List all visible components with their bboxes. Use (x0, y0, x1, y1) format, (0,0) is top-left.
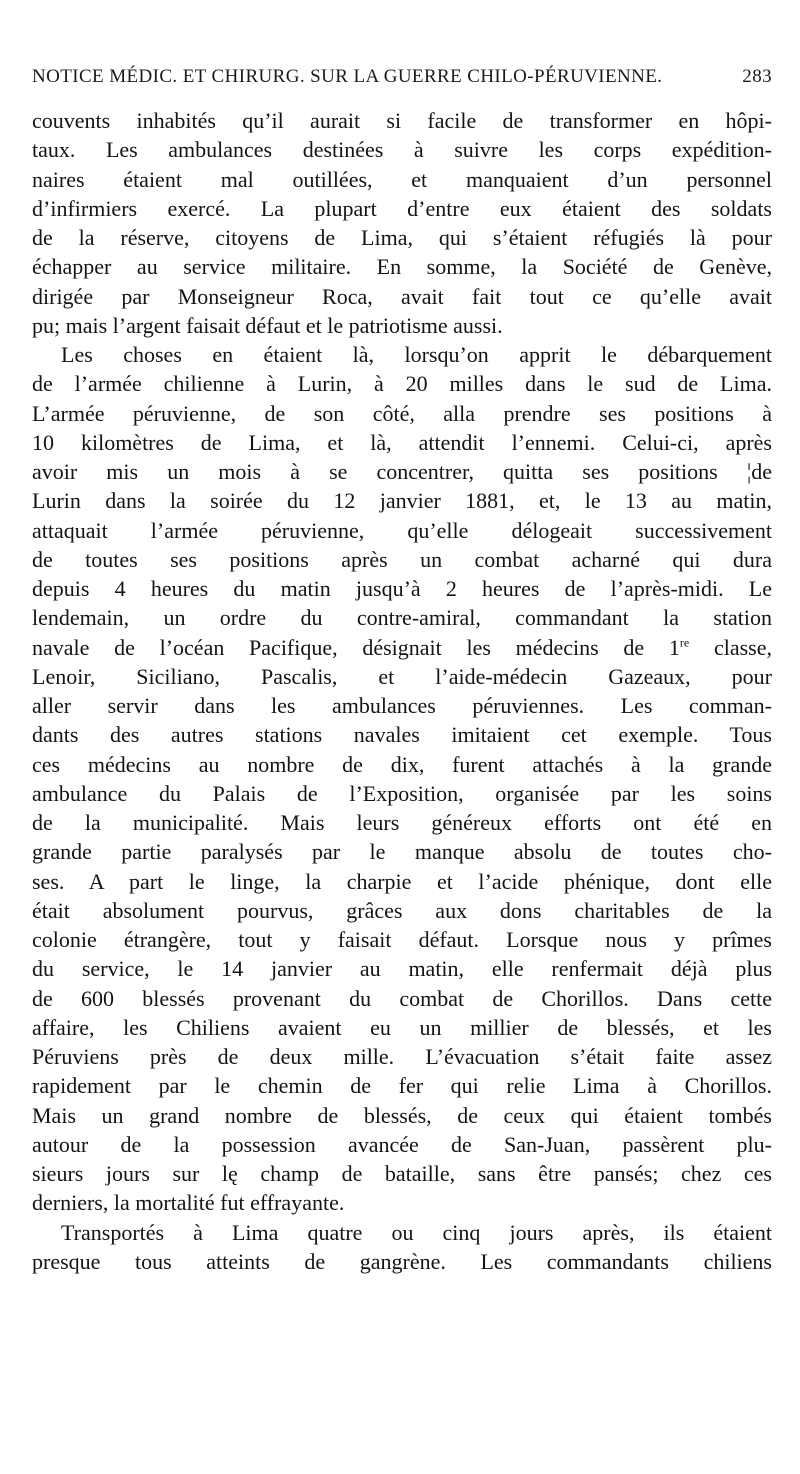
text-line: taux. Les ambulances destinées à suivre les corps expédition- (32, 137, 772, 163)
text-line: dants des autres stations navales imitaient cet exemple. Tous (32, 722, 772, 748)
page-number: 283 (742, 66, 772, 87)
text-segment: classe, (689, 634, 772, 660)
text-line: de 600 blessés provenant du combat de Chorillos. Dans cette (32, 985, 772, 1011)
text-line: échapper au service militaire. En somme, la Société de Genève, (32, 254, 772, 280)
text-line: était absolument pourvus, grâces aux dons charitables de la (32, 897, 772, 923)
text-line: aller servir dans les ambulances péruviennes. Les comman- (32, 693, 772, 718)
text-line: derniers, la mortalité fut effrayante. (32, 1190, 345, 1216)
text-line: couvents inhabités qu’il aurait si facile de transformer en hôpi- (32, 108, 772, 133)
text-line: presque tous atteints de gangrène. Les commandants chiliens (32, 1248, 772, 1274)
text-line: ambulance du Palais de l’Exposition, organisée par les soins (32, 780, 772, 806)
running-title: NOTICE MÉDIC. ET CHIRURG. SUR LA GUERRE CHILO-PÉRUVIENNE. (32, 66, 663, 87)
text-line: L’armée péruvienne, de son côté, alla prendre ses positions à (32, 400, 772, 426)
text-line: depuis 4 heures du matin jusqu’à 2 heures de l’après-midi. Le (32, 576, 772, 601)
text-line: affaire, les Chiliens avaient eu un millier de blessés, et les (32, 1014, 772, 1040)
text-line: lendemain, un ordre du contre-amiral, commandant la station (32, 605, 772, 631)
ordinal-superscript: re (679, 635, 690, 650)
running-header (32, 66, 772, 96)
text-segment: navale de l’océan Pacifique, désignait les médecins de 1 (32, 634, 680, 660)
text-line-with-superscript (32, 633, 772, 662)
text-line: naires étaient mal outillées, et manquaient d’un personnel (32, 166, 772, 192)
text-line: ces médecins au nombre de dix, furent attachés à la grande (32, 751, 772, 777)
text-line: du service, le 14 janvier au matin, elle renfermait déjà plus (32, 956, 772, 982)
text-line: de toutes ses positions après un combat acharné qui dura (32, 546, 772, 572)
text-line: Lurin dans la soirée du 12 janvier 1881, et, le 13 au matin, (32, 488, 772, 514)
text-line: Lenoir, Siciliano, Pascalis, et l’aide-médecin Gazeaux, pour (32, 663, 772, 689)
text-line: pu; mais l’argent faisait défaut et le patriotisme aussi. (32, 312, 503, 338)
text-line: Mais un grand nombre de blessés, de ceux qui étaient tombés (32, 1102, 772, 1128)
text-line: de la municipalité. Mais leurs généreux efforts ont été en (32, 810, 772, 835)
text-line: sieurs jours sur lę champ de bataille, sans être pansés; chez ces (32, 1161, 772, 1186)
text-line: de l’armée chilienne à Lurin, à 20 milles dans le sud de Lima. (32, 371, 772, 397)
body-text (32, 106, 772, 1276)
text-line: attaquait l’armée péruvienne, qu’elle délogeait successivement (32, 517, 772, 543)
text-line: avoir mis un mois à se concentrer, quitta ses positions ¦de (32, 459, 772, 484)
text-line: colonie étrangère, tout y faisait défaut. Lorsque nous y prîmes (32, 927, 772, 952)
text-line: ses. A part le linge, la charpie et l’acide phénique, dont elle (32, 868, 772, 894)
text-line: 10 kilomètres de Lima, et là, attendit l’ennemi. Celui-ci, après (32, 429, 772, 455)
text-line: grande partie paralysés par le manque absolu de toutes cho- (32, 839, 772, 865)
text-line: d’infirmiers exercé. La plupart d’entre eux étaient des soldats (32, 195, 772, 221)
text-line: Péruviens près de deux mille. L’évacuation s’était faite assez (32, 1044, 772, 1069)
text-line: dirigée par Monseigneur Roca, avait fait tout ce qu’elle avait (32, 283, 772, 309)
text-line: de la réserve, citoyens de Lima, qui s’étaient réfugiés là pour (32, 225, 772, 250)
text-line: Transportés à Lima quatre ou cinq jours après, ils étaient (61, 1219, 772, 1245)
text-line: autour de la possession avancée de San-Juan, passèrent plu- (32, 1131, 772, 1157)
text-line: Les choses en étaient là, lorsqu’on apprit le débarquement (61, 342, 772, 367)
text-line: rapidement par le chemin de fer qui relie Lima à Chorillos. (32, 1073, 772, 1099)
